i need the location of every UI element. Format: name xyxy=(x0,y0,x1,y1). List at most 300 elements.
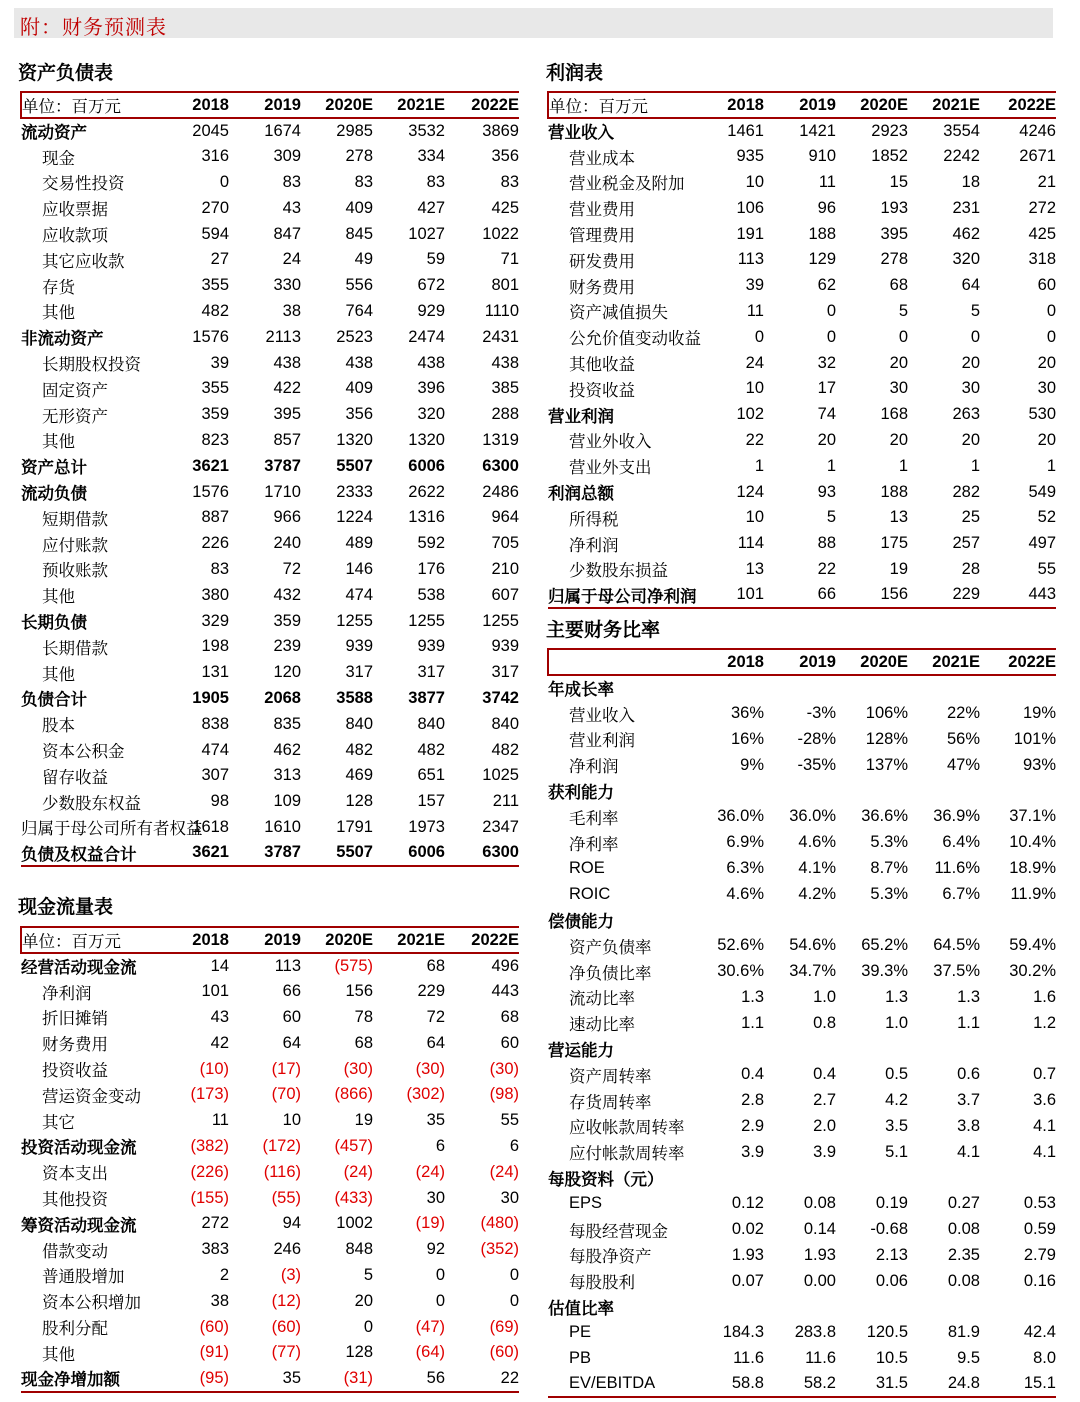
cell-value: 27 xyxy=(210,250,229,269)
table-row xyxy=(21,1056,519,1082)
cell-value: 11.6% xyxy=(934,858,980,877)
cell-value: 54.6% xyxy=(789,936,836,955)
cell-value xyxy=(908,1294,980,1320)
cell-value: 229 xyxy=(417,982,445,1001)
cell-value: 438 xyxy=(273,353,301,372)
header-row xyxy=(21,92,519,118)
cell-value xyxy=(908,1165,980,1191)
income-statement-title: 利润表 xyxy=(546,63,604,84)
cell-value: 14 xyxy=(210,956,229,975)
cell-value: 43 xyxy=(282,198,301,217)
cell-value: 764 xyxy=(345,301,373,320)
cell-value: 1.3 xyxy=(741,987,764,1006)
cell-value: (30) xyxy=(489,1059,519,1078)
cell-value: 5.3% xyxy=(870,833,908,852)
cell-value: 66 xyxy=(764,582,836,608)
cell-value: 120 xyxy=(273,663,301,682)
cell-value: 0.6 xyxy=(957,1065,980,1084)
cell-value: 93 xyxy=(817,482,836,501)
cell-value: (155) xyxy=(190,1188,229,1207)
cell-value xyxy=(980,907,1056,933)
cell-value: 113 xyxy=(274,956,301,975)
table-row xyxy=(21,711,519,737)
cell-value: 11 xyxy=(818,172,836,191)
row-label: 净利润 xyxy=(42,984,92,1003)
unit-label: 单位：百万元 xyxy=(548,92,692,118)
table-row xyxy=(21,737,519,763)
cell-value: 83 xyxy=(282,172,301,191)
cell-value: 3532 xyxy=(408,121,445,140)
cell-value: 1320 xyxy=(336,430,373,449)
table-row xyxy=(21,170,519,196)
cell-value: 0 xyxy=(509,1291,519,1310)
cell-value: 1973 xyxy=(408,817,445,836)
cell-value: 74 xyxy=(817,405,836,424)
cash-flow-title: 现金流量表 xyxy=(18,897,114,918)
cell-value: 30 xyxy=(500,1188,519,1207)
cell-value: 5507 xyxy=(336,456,373,475)
cell-value: 1 xyxy=(1046,456,1056,475)
cell-value: 672 xyxy=(417,276,445,295)
table-row xyxy=(548,247,1056,273)
cell-value: 1025 xyxy=(482,766,519,785)
cell-value: 11 xyxy=(746,301,764,320)
row-label: 负债及权益合计 xyxy=(21,840,161,866)
cell-value: (24) xyxy=(415,1162,445,1181)
row-label: 营业外收入 xyxy=(569,433,652,452)
cell-value: 156 xyxy=(836,582,908,608)
cell-value: 4.6% xyxy=(726,884,764,903)
cell-value: 3554 xyxy=(943,121,980,140)
cell-value: 283.8 xyxy=(794,1323,836,1342)
cell-value: 226 xyxy=(201,534,229,553)
cell-value: 37.1% xyxy=(1009,807,1056,826)
cell-value: 1710 xyxy=(264,482,301,501)
cell-value: (64) xyxy=(415,1343,445,1362)
cell-value: 2333 xyxy=(336,482,373,501)
cell-value: 31.5 xyxy=(836,1372,908,1398)
cell-value: 20 xyxy=(961,353,980,372)
cell-value: (70) xyxy=(271,1085,301,1104)
cell-value: (95) xyxy=(161,1366,229,1392)
cell-value: 482 xyxy=(417,740,445,759)
cell-value: (60) xyxy=(271,1317,301,1336)
cell-value: 939 xyxy=(491,637,519,656)
cell-value: 2431 xyxy=(482,327,519,346)
cell-value: 72 xyxy=(282,559,301,578)
cell-value: 1 xyxy=(754,456,764,475)
row-label: 无形资产 xyxy=(42,407,108,426)
row-label: 长期借款 xyxy=(42,639,108,658)
cell-value: 469 xyxy=(345,766,373,785)
cell-value: 1319 xyxy=(482,430,519,449)
row-label: 其它应收款 xyxy=(42,252,125,271)
cell-value: 68 xyxy=(500,1007,519,1026)
cell-value: 0 xyxy=(363,1317,373,1336)
table-row xyxy=(548,830,1056,856)
cell-value: 383 xyxy=(201,1240,229,1259)
year-header: 2020E xyxy=(836,92,908,118)
cell-value: 355 xyxy=(201,379,229,398)
cell-value: 11.9% xyxy=(1010,884,1056,903)
table-row xyxy=(548,557,1056,583)
cell-value: 5507 xyxy=(301,840,373,866)
cell-value: 823 xyxy=(201,430,229,449)
unit-label: 单位：百万元 xyxy=(21,927,161,953)
row-label: 管理费用 xyxy=(569,227,635,246)
cell-value: 0.5 xyxy=(885,1065,908,1084)
cell-value: 24 xyxy=(282,250,301,269)
cell-value: 329 xyxy=(201,611,229,630)
table-row xyxy=(21,1159,519,1185)
cell-value: 36.6% xyxy=(861,807,908,826)
row-label: 股本 xyxy=(42,717,75,736)
cell-value: 482 xyxy=(491,740,519,759)
table-row xyxy=(548,118,1056,144)
header-row xyxy=(548,92,1056,118)
cell-value: 193 xyxy=(880,198,908,217)
row-label: 负债合计 xyxy=(21,691,87,710)
row-label: 偿债能力 xyxy=(548,913,614,932)
balance-sheet-title: 资产负债表 xyxy=(18,63,114,84)
cell-value: 22 xyxy=(445,1366,519,1392)
cell-value: (352) xyxy=(480,1240,519,1259)
cell-value: 42 xyxy=(210,1033,229,1052)
table-row xyxy=(548,479,1056,505)
cash-flow-table xyxy=(20,926,519,1393)
cell-value: (55) xyxy=(271,1188,301,1207)
cell-value xyxy=(692,778,764,804)
cell-value: 0 xyxy=(435,1265,445,1284)
cell-value: 910 xyxy=(808,147,836,166)
year-header: 2019 xyxy=(764,92,836,118)
row-label: 固定资产 xyxy=(42,381,108,400)
table-row xyxy=(548,959,1056,985)
cell-value: 60 xyxy=(1037,276,1056,295)
table-row xyxy=(21,1366,519,1392)
cell-value: 114 xyxy=(737,534,764,553)
cell-value: 78 xyxy=(354,1007,373,1026)
year-header: 2022E xyxy=(445,927,519,953)
cell-value: 64.5% xyxy=(933,936,980,955)
cell-value: 129 xyxy=(808,250,836,269)
row-label: 少数股东权益 xyxy=(42,794,141,813)
cell-value: 3787 xyxy=(264,456,301,475)
year-header: 2018 xyxy=(692,649,764,675)
row-label: 其他收益 xyxy=(569,356,635,375)
cell-value: 101% xyxy=(1013,729,1056,748)
row-label: 资产负债率 xyxy=(569,938,652,957)
cell-value: 1576 xyxy=(192,327,229,346)
cell-value: 1576 xyxy=(192,482,229,501)
cell-value: 939 xyxy=(345,637,373,656)
cell-value: 0.19 xyxy=(875,1194,908,1213)
table-row xyxy=(21,376,519,402)
cell-value: 49 xyxy=(354,250,373,269)
row-label: 毛利率 xyxy=(569,809,619,828)
cell-value: 18.9% xyxy=(1009,858,1056,877)
cell-value: 359 xyxy=(201,405,229,424)
table-row xyxy=(548,170,1056,196)
cell-value: 30.2% xyxy=(1009,962,1056,981)
row-label: 普通股增加 xyxy=(42,1268,125,1287)
cell-value: 0.08 xyxy=(947,1220,980,1239)
cell-value: (19) xyxy=(415,1214,445,1233)
cell-value: 3621 xyxy=(192,456,229,475)
table-row xyxy=(21,144,519,170)
cell-value: 0 xyxy=(219,172,229,191)
table-row xyxy=(548,221,1056,247)
cell-value: 64 xyxy=(961,276,980,295)
cell-value: 0.07 xyxy=(731,1271,764,1290)
cell-value: 0 xyxy=(754,327,764,346)
cell-value: 1 xyxy=(898,456,908,475)
cell-value: 83 xyxy=(354,172,373,191)
cell-value: 0 xyxy=(826,327,836,346)
cell-value: 6006 xyxy=(373,840,445,866)
cell-value: 443 xyxy=(491,982,519,1001)
ratios-title: 主要财务比率 xyxy=(546,620,661,641)
cell-value: 4.6% xyxy=(798,833,836,852)
cell-value: 39 xyxy=(745,276,764,295)
cell-value: (12) xyxy=(271,1291,301,1310)
row-label: 营业费用 xyxy=(569,201,635,220)
row-label: PB xyxy=(569,1349,592,1368)
cell-value: 278 xyxy=(880,250,908,269)
table-row xyxy=(21,273,519,299)
table-row xyxy=(548,701,1056,727)
row-label: 其他 xyxy=(42,588,75,607)
table-row xyxy=(548,505,1056,531)
cell-value: 15 xyxy=(889,172,908,191)
row-label: 营业收入 xyxy=(569,706,635,725)
cell-value: 651 xyxy=(417,766,445,785)
row-label: 获利能力 xyxy=(548,784,614,803)
cell-value: 88 xyxy=(817,534,836,553)
table-row xyxy=(548,856,1056,882)
row-label: 每股经营现金 xyxy=(569,1222,668,1241)
cell-value xyxy=(980,1165,1056,1191)
cell-value: 2.79 xyxy=(1023,1245,1056,1264)
cell-value: 92 xyxy=(426,1240,445,1259)
cell-value: (30) xyxy=(343,1059,373,1078)
cell-value: (60) xyxy=(199,1317,229,1336)
cell-value: 6.9% xyxy=(726,833,764,852)
year-header: 2018 xyxy=(161,927,229,953)
cell-value: 2.35 xyxy=(947,1245,980,1264)
cell-value: 334 xyxy=(417,147,445,166)
table-row xyxy=(548,582,1056,608)
cell-value: 10 xyxy=(745,508,764,527)
table-row xyxy=(548,1139,1056,1165)
cell-value xyxy=(980,1294,1056,1320)
cell-value: 1.93 xyxy=(803,1245,836,1264)
cell-value: (226) xyxy=(190,1162,229,1181)
cell-value: 4.2% xyxy=(798,884,836,903)
cell-value: 2.9 xyxy=(741,1116,764,1135)
cell-value: 4.1% xyxy=(798,858,836,877)
ratios-table xyxy=(547,648,1056,1398)
cell-value: 1027 xyxy=(408,224,445,243)
row-label: 每股股利 xyxy=(569,1274,635,1293)
cell-value: 2523 xyxy=(336,327,373,346)
cell-value: 0 xyxy=(970,327,980,346)
cell-value: 102 xyxy=(736,405,764,424)
table-row xyxy=(21,660,519,686)
cell-value: 270 xyxy=(201,198,229,217)
cell-value: 396 xyxy=(417,379,445,398)
cell-value: 0.02 xyxy=(731,1220,764,1239)
cell-value: 6 xyxy=(509,1136,519,1155)
cell-value xyxy=(980,778,1056,804)
cell-value: 409 xyxy=(345,379,373,398)
table-row xyxy=(548,778,1056,804)
cell-value: 43 xyxy=(210,1007,229,1026)
cell-value: (77) xyxy=(271,1343,301,1362)
row-label: 流动负债 xyxy=(21,485,87,504)
table-row xyxy=(548,907,1056,933)
cell-value: 38 xyxy=(210,1291,229,1310)
cell-value: 30 xyxy=(426,1188,445,1207)
table-row xyxy=(548,727,1056,753)
cell-value: 60 xyxy=(500,1033,519,1052)
cell-value: 6300 xyxy=(445,840,519,866)
row-label: 资本支出 xyxy=(42,1165,108,1184)
table-row xyxy=(548,376,1056,402)
cell-value: 313 xyxy=(273,766,301,785)
row-label: 营业成本 xyxy=(569,149,635,168)
banner-title: 附：财务预测表 xyxy=(20,17,167,39)
table-row xyxy=(548,350,1056,376)
cell-value: 443 xyxy=(980,582,1056,608)
cell-value xyxy=(692,907,764,933)
header-row xyxy=(548,649,1056,675)
table-row xyxy=(548,1114,1056,1140)
table-row xyxy=(21,1134,519,1160)
cell-value: 3.9 xyxy=(813,1142,836,1161)
cell-value: 64 xyxy=(426,1033,445,1052)
cell-value: (480) xyxy=(480,1214,519,1233)
cell-value: 188 xyxy=(808,224,836,243)
cell-value: 10 xyxy=(745,379,764,398)
cell-value: 0.8 xyxy=(813,1013,836,1032)
cell-value: 52 xyxy=(1037,508,1056,527)
cell-value: 3877 xyxy=(408,688,445,707)
cell-value: 0.08 xyxy=(947,1271,980,1290)
cell-value: 1.1 xyxy=(957,1013,980,1032)
cell-value: 422 xyxy=(273,379,301,398)
table-row xyxy=(21,324,519,350)
income-statement-table xyxy=(547,91,1056,609)
cell-value: 607 xyxy=(491,585,519,604)
cell-value: 55 xyxy=(1037,559,1056,578)
cell-value: 128% xyxy=(865,729,908,748)
cell-value: 0.14 xyxy=(803,1220,836,1239)
cell-value xyxy=(764,778,836,804)
row-label: 现金净增加额 xyxy=(21,1366,161,1392)
cell-value: 2113 xyxy=(265,327,301,346)
table-row xyxy=(21,1005,519,1031)
cell-value: 0.7 xyxy=(1033,1065,1056,1084)
cell-value: 1421 xyxy=(799,121,836,140)
cell-value: 128 xyxy=(345,1343,373,1362)
cell-value: 137% xyxy=(865,755,908,774)
cell-value: 1255 xyxy=(408,611,445,630)
cell-value: 549 xyxy=(1028,482,1056,501)
unit-label xyxy=(548,649,692,675)
cell-value: 3.6 xyxy=(1033,1091,1056,1110)
cell-value: 3787 xyxy=(229,840,301,866)
cell-value: 198 xyxy=(201,637,229,656)
table-row xyxy=(21,686,519,712)
cell-value: 8.7% xyxy=(870,858,908,877)
row-label: 资产减值损失 xyxy=(569,304,668,323)
table-row xyxy=(21,789,519,815)
table-row xyxy=(548,1088,1056,1114)
cell-value: 1852 xyxy=(871,147,908,166)
cell-value: (433) xyxy=(334,1188,373,1207)
cell-value: 131 xyxy=(201,663,229,682)
cell-value: 65.2% xyxy=(861,936,908,955)
row-label: 年成长率 xyxy=(548,681,614,700)
row-label: 存货周转率 xyxy=(569,1093,652,1112)
cell-value: 30 xyxy=(889,379,908,398)
cell-value: 36.0% xyxy=(789,807,836,826)
cell-value: 24.8 xyxy=(908,1372,980,1398)
cell-value: 356 xyxy=(491,147,519,166)
year-header: 2021E xyxy=(908,649,980,675)
table-row xyxy=(548,1346,1056,1372)
cell-value: (91) xyxy=(199,1343,229,1362)
row-label: 长期负债 xyxy=(21,614,87,633)
cell-value: 3.9 xyxy=(741,1142,764,1161)
row-label: ROE xyxy=(569,858,605,877)
cell-value: 71 xyxy=(500,250,519,269)
cell-value: 2622 xyxy=(408,482,445,501)
cell-value: 39.3% xyxy=(861,962,908,981)
year-header: 2018 xyxy=(161,92,229,118)
cell-value: 113 xyxy=(737,250,764,269)
row-label: 筹资活动现金流 xyxy=(21,1216,137,1235)
table-row xyxy=(548,1268,1056,1294)
cell-value: 10 xyxy=(282,1111,301,1130)
cell-value: 1791 xyxy=(336,817,373,836)
row-label: 财务费用 xyxy=(42,1036,108,1055)
cell-value: 840 xyxy=(345,714,373,733)
table-row xyxy=(548,1320,1056,1346)
cell-value: 272 xyxy=(201,1214,229,1233)
cell-value: 68 xyxy=(426,956,445,975)
cell-value: 4.1 xyxy=(957,1142,980,1161)
row-label: 现金 xyxy=(42,149,75,168)
cell-value xyxy=(692,1294,764,1320)
cell-value: 278 xyxy=(345,147,373,166)
table-row xyxy=(21,1108,519,1134)
cell-value: 8.0 xyxy=(1033,1349,1056,1368)
cell-value: 2347 xyxy=(482,817,519,836)
cell-value: 6.4% xyxy=(942,833,980,852)
cell-value: 0.06 xyxy=(875,1271,908,1290)
row-label: 其他 xyxy=(42,433,75,452)
cell-value: 13 xyxy=(745,559,764,578)
cell-value: 56% xyxy=(946,729,980,748)
cell-value: 168 xyxy=(880,405,908,424)
cell-value: 1.93 xyxy=(731,1245,764,1264)
table-row xyxy=(548,1217,1056,1243)
cell-value: 482 xyxy=(201,301,229,320)
cell-value: 2045 xyxy=(192,121,229,140)
cell-value: 42.4 xyxy=(1023,1323,1056,1342)
